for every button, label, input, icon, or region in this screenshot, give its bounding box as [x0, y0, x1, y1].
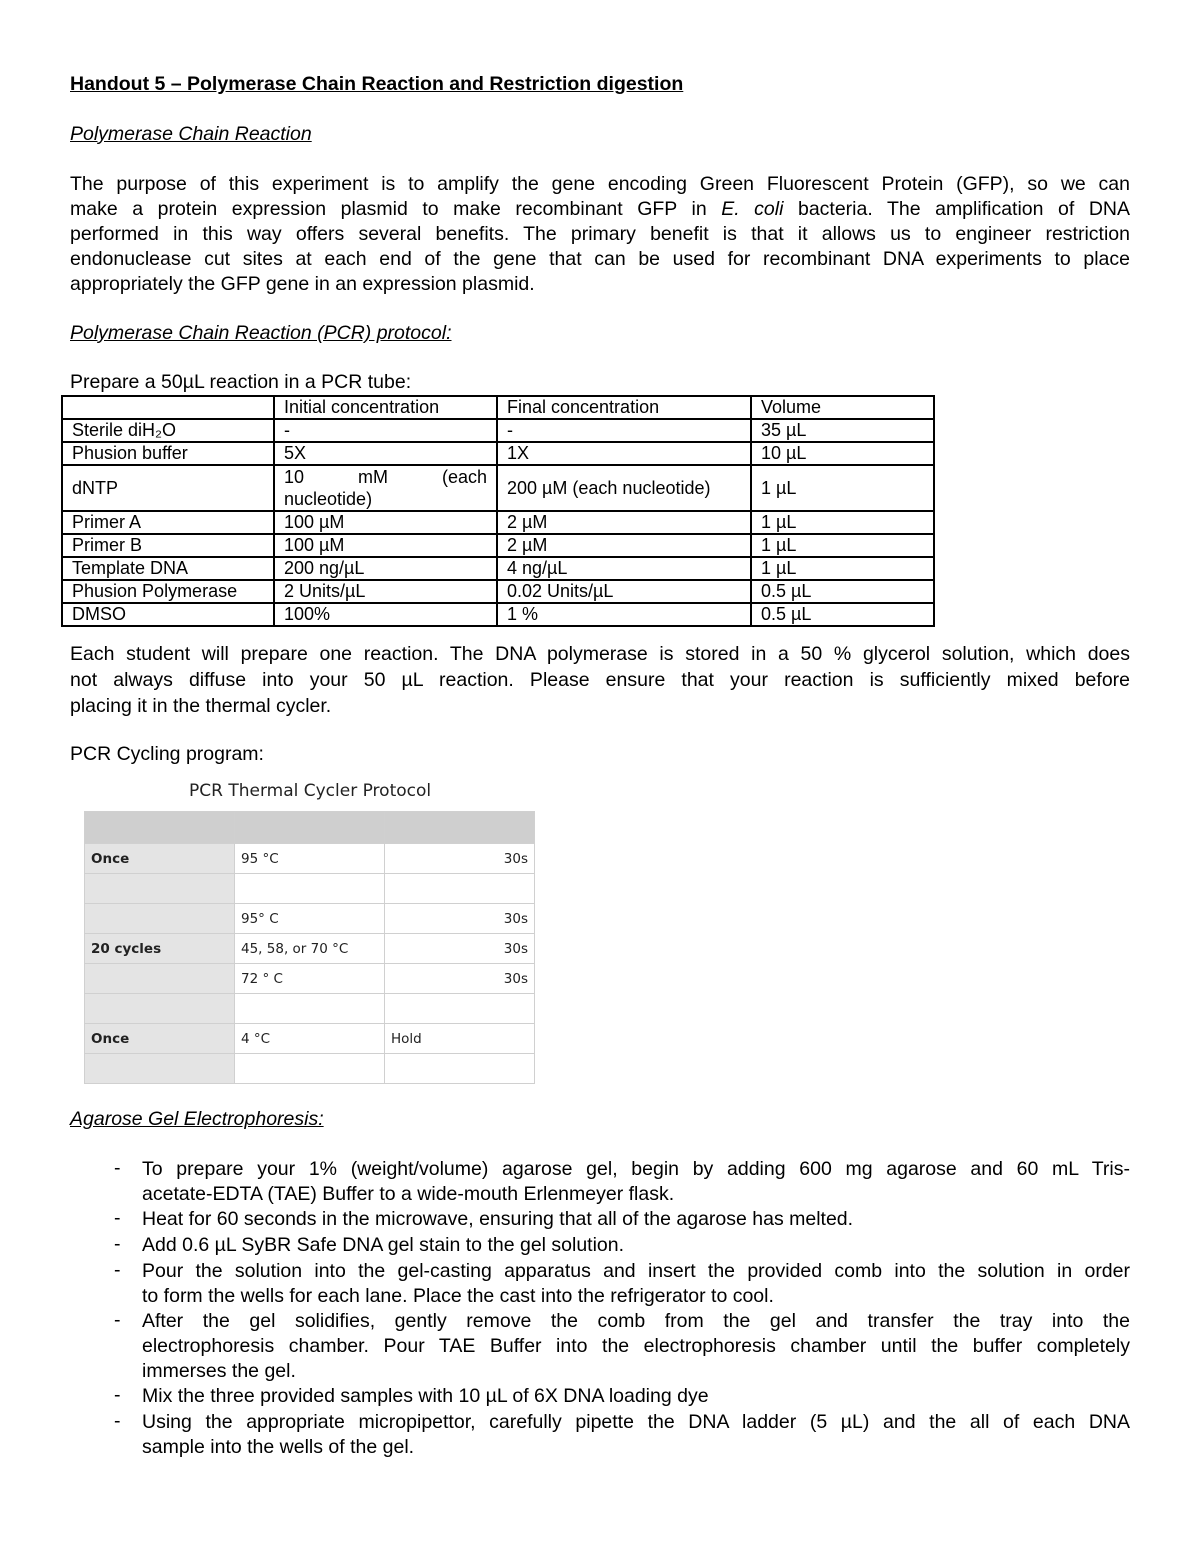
header-cell: Final concentration — [497, 396, 751, 419]
cycle-time: 30s — [385, 934, 535, 964]
header-cell: Initial concentration — [274, 396, 497, 419]
initial-concentration: 100 µM — [274, 511, 497, 534]
cycle-time — [385, 874, 535, 904]
page-title: Handout 5 – Polymerase Chain Reaction and Restriction digestion — [70, 73, 684, 95]
cycle-step — [85, 994, 235, 1024]
final-concentration: 4 ng/µL — [497, 557, 751, 580]
mixing-line: Each student will prepare one reaction. The DNA polymerase is stored in a 50 % glycerol solution, which does — [70, 643, 1130, 665]
cycle-temperature — [235, 1054, 385, 1084]
reagent-name: Primer A — [62, 511, 274, 534]
volume: 0.5 µL — [751, 580, 934, 603]
reagent-name: Phusion Polymerase — [62, 580, 274, 603]
table-row — [85, 934, 535, 964]
bullet-marker: - — [114, 1410, 121, 1432]
table-row — [62, 465, 934, 511]
initial-concentration: 100% — [274, 603, 497, 626]
intro-line: performed in this way offers several benefits. The primary benefit is that it allows us to engineer restriction — [70, 223, 1130, 245]
volume: 35 µL — [751, 419, 934, 442]
cycle-step: 20 cycles — [85, 934, 235, 964]
reagent-name: dNTP — [62, 465, 274, 511]
prepare-line: Prepare a 50µL reaction in a PCR tube: — [70, 371, 412, 393]
mixing-line: placing it in the thermal cycler. — [70, 695, 332, 717]
reagent-name: Sterile diH₂O — [62, 419, 274, 442]
cycle-step — [85, 904, 235, 934]
cycle-time: Hold — [385, 1024, 535, 1054]
volume: 1 µL — [751, 511, 934, 534]
reagent-name: DMSO — [62, 603, 274, 626]
cycle-temperature — [235, 994, 385, 1024]
bullet-marker: - — [114, 1309, 121, 1331]
initial-concentration: 200 ng/µL — [274, 557, 497, 580]
final-concentration: 200 µM (each nucleotide) — [497, 465, 751, 511]
cycling-label: PCR Cycling program: — [70, 743, 264, 765]
final-concentration: 2 µM — [497, 511, 751, 534]
table-row — [62, 557, 934, 580]
cycle-step: Once — [85, 1024, 235, 1054]
step-line: After the gel solidifies, gently remove the comb from the gel and transfer the tray into the — [142, 1310, 1130, 1332]
cycle-step — [85, 1054, 235, 1084]
mixing-line: not always diffuse into your 50 µL reaction. Please ensure that your reaction is sufficiently mixed before — [70, 669, 1130, 691]
final-concentration: 2 µM — [497, 534, 751, 557]
table-row — [62, 603, 934, 626]
reagent-name: Phusion buffer — [62, 442, 274, 465]
intro-line: appropriately the GFP gene in an expression plasmid. — [70, 273, 535, 295]
step-line: Using the appropriate micropipettor, carefully pipette the DNA ladder (5 µL) and the all of each DNA — [142, 1411, 1130, 1433]
cycle-time: 30s — [385, 964, 535, 994]
cycle-time — [385, 1054, 535, 1084]
table-row — [62, 442, 934, 465]
initial-concentration: 5X — [274, 442, 497, 465]
final-concentration: 0.02 Units/µL — [497, 580, 751, 603]
reagent-name: Template DNA — [62, 557, 274, 580]
cycle-step — [85, 874, 235, 904]
volume: 1 µL — [751, 534, 934, 557]
protocol-heading: Polymerase Chain Reaction (PCR) protocol: — [70, 322, 452, 344]
step-line: To prepare your 1% (weight/volume) agarose gel, begin by adding 600 mg agarose and 60 mL Tris- — [142, 1158, 1130, 1180]
cycle-time — [385, 994, 535, 1024]
header-cell: Volume — [751, 396, 934, 419]
cycle-temperature: 95° C — [235, 904, 385, 934]
thermal-cycler-table — [84, 811, 535, 1084]
pcr-heading: Polymerase Chain Reaction — [70, 123, 312, 145]
cycle-step: Once — [85, 844, 235, 874]
volume: 0.5 µL — [751, 603, 934, 626]
reagent-name: Primer B — [62, 534, 274, 557]
cycle-time: 30s — [385, 844, 535, 874]
table-row — [85, 1054, 535, 1084]
step-line: electrophoresis chamber. Pour TAE Buffer into the electrophoresis chamber until the buffer completely — [142, 1335, 1130, 1357]
volume: 1 µL — [751, 465, 934, 511]
table-row — [62, 419, 934, 442]
step-line: sample into the wells of the gel. — [142, 1436, 415, 1458]
volume: 1 µL — [751, 557, 934, 580]
bullet-marker: - — [114, 1233, 121, 1255]
cycle-step — [85, 812, 235, 844]
step-line: Pour the solution into the gel-casting apparatus and insert the provided comb into the solution in order — [142, 1260, 1130, 1282]
cycle-temperature — [235, 812, 385, 844]
cycle-temperature: 45, 58, or 70 °C — [235, 934, 385, 964]
initial-concentration: - — [274, 419, 497, 442]
cycle-step — [85, 964, 235, 994]
bullet-marker: - — [114, 1157, 121, 1179]
bullet-marker: - — [114, 1384, 121, 1406]
mixing-paragraph — [70, 642, 1130, 719]
intro-line: endonuclease cut sites at each end of the gene that can be used for recombinant DNA experiments to place — [70, 248, 1130, 270]
table-row — [85, 874, 535, 904]
volume: 10 µL — [751, 442, 934, 465]
final-concentration: - — [497, 419, 751, 442]
final-concentration: 1X — [497, 442, 751, 465]
table-row — [62, 580, 934, 603]
intro-paragraph — [70, 172, 1130, 297]
bullet-marker: - — [114, 1259, 121, 1281]
step-line: Heat for 60 seconds in the microwave, ensuring that all of the agarose has melted. — [142, 1208, 854, 1230]
table-row — [62, 534, 934, 557]
step-line: immerses the gel. — [142, 1360, 296, 1382]
cycle-temperature: 95 °C — [235, 844, 385, 874]
step-line: acetate-EDTA (TAE) Buffer to a wide-mouth Erlenmeyer flask. — [142, 1183, 675, 1205]
gel-heading: Agarose Gel Electrophoresis: — [70, 1108, 324, 1130]
table-row — [85, 812, 535, 844]
table-row — [62, 511, 934, 534]
table-row — [85, 1024, 535, 1054]
initial-concentration: 2 Units/µL — [274, 580, 497, 603]
step-line: to form the wells for each lane. Place the cast into the refrigerator to cool. — [142, 1285, 774, 1307]
reagent-table — [61, 395, 935, 627]
cycler-title: PCR Thermal Cycler Protocol — [189, 781, 432, 801]
bullet-marker: - — [114, 1207, 121, 1229]
table-row — [85, 994, 535, 1024]
cycle-temperature — [235, 874, 385, 904]
intro-line: The purpose of this experiment is to amplify the gene encoding Green Fluorescent Protein (GFP), so we can — [70, 173, 1130, 195]
table-row — [85, 964, 535, 994]
header-cell — [62, 396, 274, 419]
table-row — [85, 844, 535, 874]
cycle-time: 30s — [385, 904, 535, 934]
table-row — [85, 904, 535, 934]
final-concentration: 1 % — [497, 603, 751, 626]
intro-line: make a protein expression plasmid to make recombinant GFP in E. coli bacteria. The amplification of DNA — [70, 198, 1130, 220]
cycle-time — [385, 812, 535, 844]
cycle-temperature: 72 ° C — [235, 964, 385, 994]
initial-concentration: 100 µM — [274, 534, 497, 557]
step-line: Mix the three provided samples with 10 µL of 6X DNA loading dye — [142, 1385, 709, 1407]
step-line: Add 0.6 µL SyBR Safe DNA gel stain to the gel solution. — [142, 1234, 625, 1256]
table-header-row — [62, 396, 934, 419]
cycle-temperature: 4 °C — [235, 1024, 385, 1054]
initial-concentration: 10 mM (each nucleotide) — [274, 465, 497, 511]
